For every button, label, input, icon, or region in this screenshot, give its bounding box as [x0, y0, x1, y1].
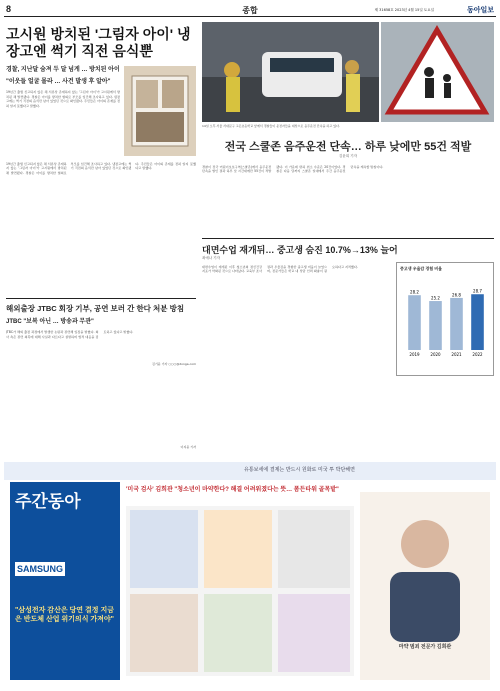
lead-sub2: "이웃들 얼굴 몰라 … 사건 발생 후 알아": [6, 78, 111, 85]
lead-byline: 김기윤 기자 ○○○@donga.com: [152, 361, 196, 366]
ad-magazine: [10, 482, 120, 680]
jtbc-story: [6, 298, 196, 450]
paper-logo: 동아일보: [466, 6, 494, 14]
lead-body: 19년간 출생 신고되지 않은 채 서류상 존재하지 않는 '그림자 아이'가 고시원에서 방치된 채 발견됐다. 경찰은 아이를 방치한 혐의로 부모를 입건해 조사하고 있다. 냉장고에는 썩기 직전의 음식만 남아 있었던 것으로 확인됐다. 주민들은 아이의 존재를 전혀 알지 못했다고 말했다.: [6, 90, 120, 108]
chart-box: [396, 262, 494, 376]
lead-photo: [124, 66, 196, 156]
drunk-body: 경찰이 전국 어린이보호구역(스쿨존)에서 음주운전 단속을 벌인 결과 하루 낮 시간대에만 55건이 적발됐다. 이 가운데 면허 취소 수준은 20건이었다. 경찰은 다음 달까지 스쿨존 일대에서 주간 음주운전 단속을 계속할 방침이다.: [202, 164, 384, 174]
drunk-byline: 김윤희 기자: [338, 154, 358, 158]
bar-label-2022: 28.7: [473, 288, 482, 294]
photo-police: [202, 22, 379, 122]
survey-byline: 최예나 기자: [202, 256, 221, 260]
bar-label-2021: 26.8: [452, 292, 461, 298]
bar-chart: [400, 272, 492, 364]
ad-grid: [126, 506, 354, 676]
ad-persona: 마약 범죄 전문가 김희관: [398, 644, 452, 651]
drunk-story: [202, 138, 494, 229]
tick-2022: 2022: [472, 352, 483, 357]
masthead: [4, 2, 496, 17]
tick-2021: 2021: [451, 352, 462, 357]
advert: [4, 462, 496, 686]
tick-2020: 2020: [430, 352, 441, 357]
tick-2019: 2019: [409, 352, 420, 357]
section-title: 종합: [242, 6, 258, 15]
jtbc-sub: JTBC "보복 아닌 … 방송과 무관": [6, 319, 94, 325]
lead-body-cols: 19년간 출생 신고되지 않은 채 서류상 존재하지 않는 '그림자 아이'가 고시원에서 방치된 채 발견됐다. 경찰은 아이를 방치한 혐의로 부모를 입건해 조사하고 있다. 냉장고에는 썩기 직전의 음식만 남아 있었던 것으로 확인됐다. 주민들은 아이의 존재를 전혀 알지 못했다고 말했다.: [6, 161, 196, 175]
bar-2021: [450, 298, 463, 350]
bar-2020: [429, 301, 442, 350]
survey-headline: 대면수업 재개뒤… 중고생 숨진 10.7%→13% 늘어: [202, 245, 398, 255]
bar-2019: [408, 295, 421, 350]
ad-order: 유통보세에 결제는 반드시 원화로 미국 투 박단해면: [244, 467, 355, 473]
samsung-logo: SAMSUNG: [17, 564, 64, 574]
bar-2022: [471, 294, 484, 350]
photo2-caption: 14일 오후 서울 서대문구 고은초등학교 앞에서 경찰들이 운전자들을 대상으로 음주운전 단속을 하고 있다.: [202, 124, 340, 128]
issue-date: 제 31658호 2023년 4월 15일 토요일: [374, 8, 434, 12]
lead-headline: 고시원 방치된 '그림자 아이' 냉장고엔 썩기 직전 음식뿐: [6, 26, 191, 59]
bar-label-2020: 25.2: [431, 295, 440, 301]
jtbc-body: JTBC가 해외 출장 과정에서 발생한 논란과 관련해 입장을 밝혔다. 회사 측은 관련 의혹에 대해 사실과 다르다고 설명하며 법적 대응을 검토하고 있다고 밝혔다.: [6, 330, 134, 339]
photo-sign: [381, 22, 494, 122]
bar-label-2019: 28.2: [410, 289, 419, 295]
ad-tagline: "삼성전자 감산은 당연 결정 지금은 반도체 산업 위기의식 가져야": [15, 607, 115, 624]
jtbc-headline: 해외출장 JTBC 회장 기부, 공연 보러 간 한다 처분 방침: [6, 304, 185, 313]
drunk-headline: 전국 스쿨존 음주운전 단속… 하루 낮에만 55건 적발: [224, 141, 472, 153]
lead-sub1: 경찰, 지난달 숨져 두 달 넘게 … 방치된 아이: [6, 66, 120, 73]
survey-body: 대면수업이 재개된 이후 청소년의 정신건강 지표가 악화된 것으로 나타났다. 교육부 조사 결과 우울감을 경험한 중고생 비율이 늘었으며, 전문가들은 학교 내 상담 인력 확충이 필요하다고 지적했다.: [202, 264, 358, 274]
page-number: 8: [6, 4, 12, 14]
jtbc-byline: 이지윤 기자: [180, 445, 196, 450]
ad-right-title: '미국 검사' 김희관 "청소년이 마약한다? 해결 어려워졌다는 뜻… 폼든타워 골목밭": [126, 487, 339, 493]
ad-person: [360, 492, 490, 680]
chart-title: 중고생 우울감 경험 비율: [400, 266, 442, 271]
ad-brand: 주간동아: [15, 492, 81, 511]
